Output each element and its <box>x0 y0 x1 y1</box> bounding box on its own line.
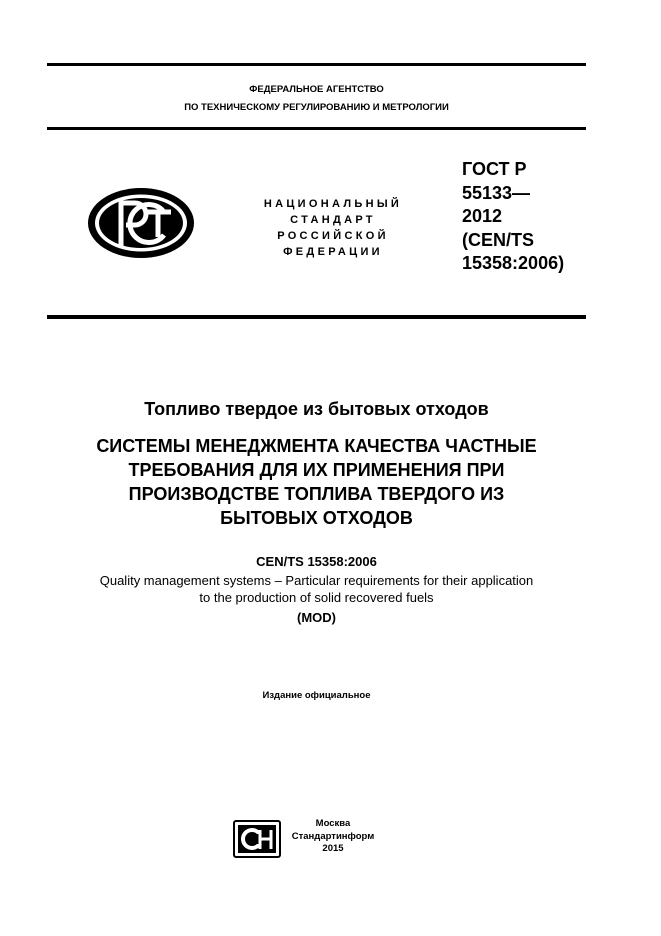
publisher-city: Москва <box>315 818 351 829</box>
standartinform-logo-icon <box>233 820 281 858</box>
edition-label: Издание официальное <box>262 690 371 701</box>
national-standard-line: ФЕДЕРАЦИИ <box>283 246 383 258</box>
modification-note: (MOD) <box>297 610 336 625</box>
document-subtitle <box>47 434 586 530</box>
standard-designation <box>462 158 586 276</box>
subtitle-line: ПРОИЗВОДСТВЕ ТОПЛИВА ТВЕРДОГО ИЗ <box>128 484 505 504</box>
agency-line-2: ПО ТЕХНИЧЕСКОМУ РЕГУЛИРОВАНИЮ И МЕТРОЛОГИИ <box>184 102 449 113</box>
national-standard-label <box>238 196 428 260</box>
agency-line-1: ФЕДЕРАЛЬНОЕ АГЕНТСТВО <box>249 84 384 95</box>
reference-title-line: Quality management systems – Particular requirements for their application <box>99 573 534 588</box>
bottom-rule <box>47 315 586 319</box>
publisher-imprint <box>285 818 381 856</box>
subtitle-line: СИСТЕМЫ МЕНЕДЖМЕНТА КАЧЕСТВА ЧАСТНЫЕ <box>96 436 537 456</box>
top-rule <box>47 63 586 66</box>
reference-title-line: to the production of solid recovered fuels <box>199 590 434 605</box>
designation-line: 55133— <box>462 182 531 203</box>
document-title: Топливо твердое из бытовых отходов <box>144 399 489 419</box>
reference-code: CEN/TS 15358:2006 <box>256 554 377 569</box>
rst-mark-icon <box>85 185 197 261</box>
reference-title <box>40 572 593 606</box>
designation-line: 2012 <box>462 206 503 226</box>
designation-line: (CEN/TS <box>462 229 534 250</box>
middle-rule <box>47 127 586 130</box>
national-standard-line: НАЦИОНАЛЬНЫЙ <box>263 198 403 210</box>
national-standard-line: РОССИЙСКОЙ <box>277 230 389 242</box>
designation-line: ГОСТ Р <box>462 159 527 179</box>
subtitle-line: БЫТОВЫХ ОТХОДОВ <box>220 508 413 528</box>
publication-year: 2015 <box>322 843 344 854</box>
subtitle-line: ТРЕБОВАНИЯ ДЛЯ ИХ ПРИМЕНЕНИЯ ПРИ <box>128 460 505 480</box>
publisher-name: Стандартинформ <box>291 830 375 842</box>
designation-line: 15358:2006) <box>462 253 565 273</box>
national-standard-line: СТАНДАРТ <box>290 214 376 226</box>
